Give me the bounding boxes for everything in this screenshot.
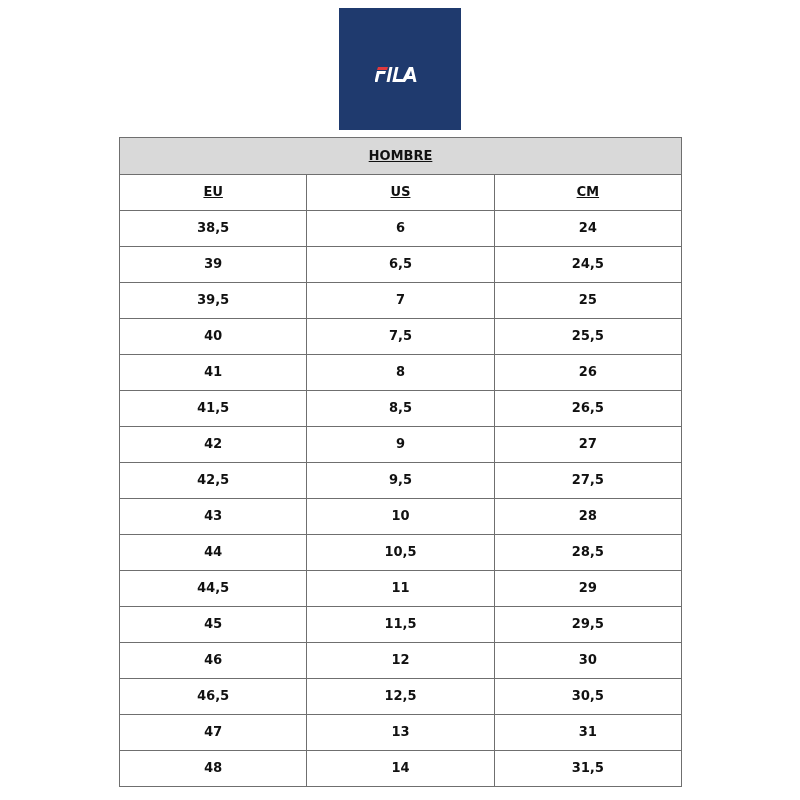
table-row bbox=[120, 319, 682, 355]
fila-logo bbox=[339, 8, 461, 130]
size-cell-us: 7 bbox=[307, 283, 494, 319]
size-cell-eu: 45 bbox=[120, 607, 307, 643]
size-cell-eu: 41,5 bbox=[120, 391, 307, 427]
size-cell-cm: 25 bbox=[494, 283, 681, 319]
size-cell-cm: 29,5 bbox=[494, 607, 681, 643]
size-rows bbox=[120, 211, 682, 787]
size-cell-us: 12,5 bbox=[307, 679, 494, 715]
table-row bbox=[120, 643, 682, 679]
size-cell-cm: 30 bbox=[494, 643, 681, 679]
size-cell-cm: 29 bbox=[494, 571, 681, 607]
size-cell-cm: 30,5 bbox=[494, 679, 681, 715]
size-cell-us: 14 bbox=[307, 751, 494, 787]
column-header-eu: EU bbox=[120, 175, 307, 211]
table-row bbox=[120, 679, 682, 715]
size-cell-eu: 44 bbox=[120, 535, 307, 571]
size-chart-table bbox=[119, 137, 682, 787]
size-cell-cm: 31 bbox=[494, 715, 681, 751]
size-cell-us: 9,5 bbox=[307, 463, 494, 499]
size-cell-us: 12 bbox=[307, 643, 494, 679]
size-cell-eu: 39,5 bbox=[120, 283, 307, 319]
table-row bbox=[120, 427, 682, 463]
size-cell-cm: 24 bbox=[494, 211, 681, 247]
size-cell-cm: 27 bbox=[494, 427, 681, 463]
size-cell-us: 10,5 bbox=[307, 535, 494, 571]
size-cell-cm: 26,5 bbox=[494, 391, 681, 427]
size-cell-eu: 46 bbox=[120, 643, 307, 679]
size-cell-cm: 28,5 bbox=[494, 535, 681, 571]
size-cell-us: 13 bbox=[307, 715, 494, 751]
size-cell-cm: 31,5 bbox=[494, 751, 681, 787]
table-row bbox=[120, 607, 682, 643]
table-row bbox=[120, 247, 682, 283]
size-cell-us: 11 bbox=[307, 571, 494, 607]
size-cell-eu: 46,5 bbox=[120, 679, 307, 715]
table-row bbox=[120, 499, 682, 535]
column-header-us: US bbox=[307, 175, 494, 211]
size-cell-eu: 42,5 bbox=[120, 463, 307, 499]
table-title-row bbox=[120, 138, 682, 175]
size-cell-cm: 28 bbox=[494, 499, 681, 535]
table-title: HOMBRE bbox=[120, 138, 682, 175]
size-cell-eu: 43 bbox=[120, 499, 307, 535]
size-cell-eu: 42 bbox=[120, 427, 307, 463]
column-header-cm: CM bbox=[494, 175, 681, 211]
size-cell-eu: 40 bbox=[120, 319, 307, 355]
size-cell-eu: 48 bbox=[120, 751, 307, 787]
size-cell-cm: 24,5 bbox=[494, 247, 681, 283]
size-cell-cm: 26 bbox=[494, 355, 681, 391]
size-cell-eu: 41 bbox=[120, 355, 307, 391]
size-cell-us: 6 bbox=[307, 211, 494, 247]
table-row bbox=[120, 715, 682, 751]
size-cell-us: 8,5 bbox=[307, 391, 494, 427]
table-row bbox=[120, 751, 682, 787]
size-cell-eu: 44,5 bbox=[120, 571, 307, 607]
size-cell-us: 8 bbox=[307, 355, 494, 391]
column-header-row bbox=[120, 175, 682, 211]
size-cell-us: 7,5 bbox=[307, 319, 494, 355]
size-cell-us: 9 bbox=[307, 427, 494, 463]
table-row bbox=[120, 355, 682, 391]
size-cell-cm: 27,5 bbox=[494, 463, 681, 499]
table-row bbox=[120, 571, 682, 607]
size-cell-us: 6,5 bbox=[307, 247, 494, 283]
table-row bbox=[120, 463, 682, 499]
table-row bbox=[120, 535, 682, 571]
size-cell-eu: 47 bbox=[120, 715, 307, 751]
table-row bbox=[120, 211, 682, 247]
table-row bbox=[120, 283, 682, 319]
size-cell-us: 10 bbox=[307, 499, 494, 535]
size-cell-eu: 38,5 bbox=[120, 211, 307, 247]
size-cell-cm: 25,5 bbox=[494, 319, 681, 355]
size-cell-us: 11,5 bbox=[307, 607, 494, 643]
size-cell-eu: 39 bbox=[120, 247, 307, 283]
table-row bbox=[120, 391, 682, 427]
fila-logo-mark bbox=[375, 66, 425, 84]
